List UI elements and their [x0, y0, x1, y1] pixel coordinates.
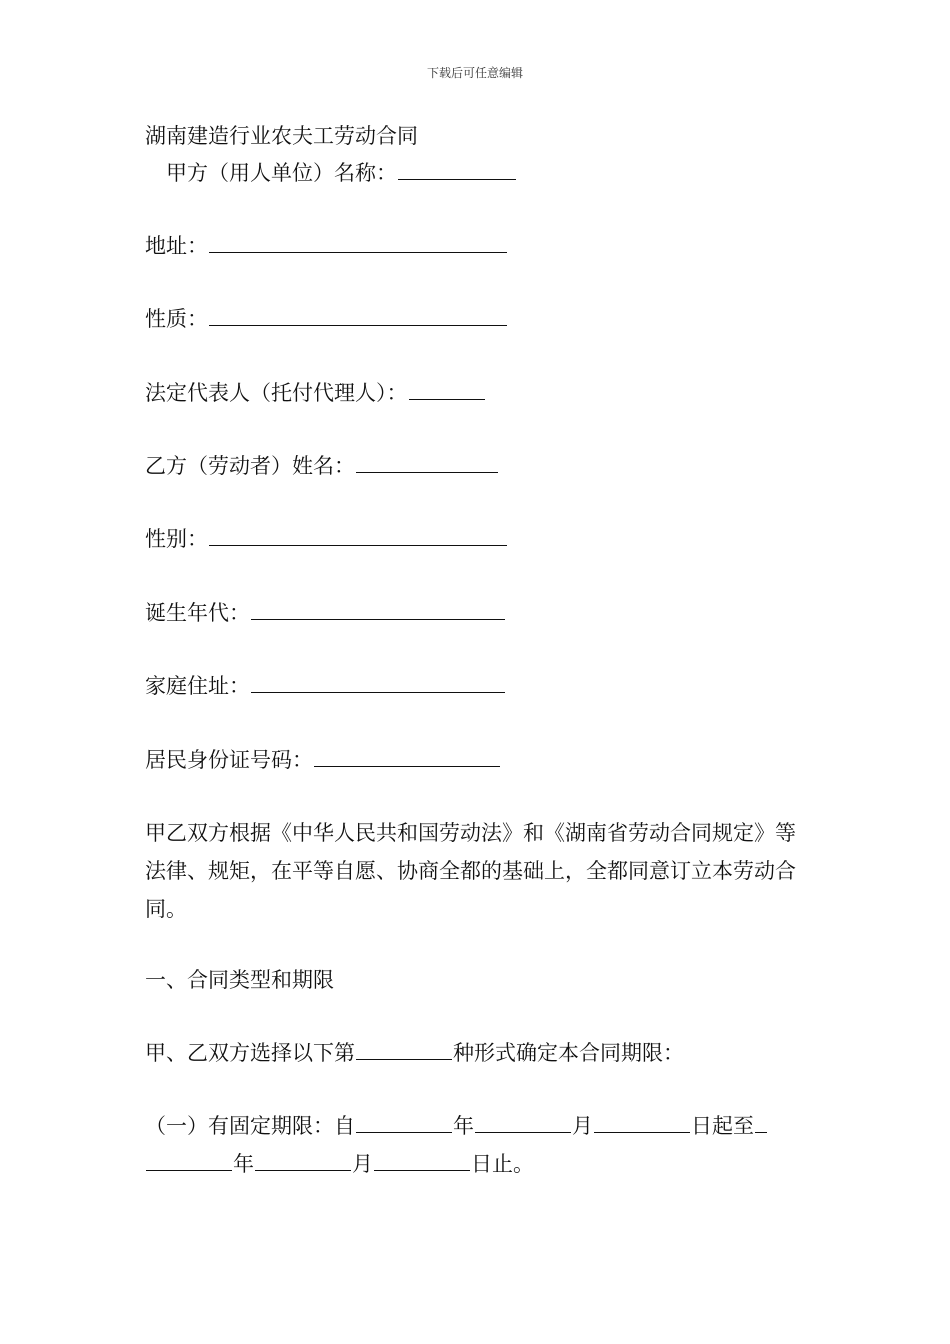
party-b-name-blank[interactable] — [356, 447, 498, 473]
end-month-label: 月 — [352, 1152, 373, 1176]
term-choice-row — [145, 1034, 815, 1071]
birth-blank[interactable] — [251, 594, 505, 620]
address-blank[interactable] — [209, 227, 507, 253]
start-year-label: 年 — [453, 1114, 474, 1138]
party-b-name-label: 乙方（劳动者）姓名： — [145, 454, 355, 478]
end-year-blank[interactable] — [146, 1145, 232, 1171]
gender-label: 性别： — [145, 527, 208, 551]
end-month-blank[interactable] — [255, 1145, 351, 1171]
party-a-name-row — [166, 154, 836, 191]
start-day-blank[interactable] — [594, 1107, 690, 1133]
choice-suffix: 种形式确定本合同期限： — [453, 1041, 684, 1065]
id-blank[interactable] — [314, 741, 500, 767]
day-from-label: 日起至 — [691, 1114, 754, 1138]
home-address-label: 家庭住址： — [145, 674, 250, 698]
gender-row — [145, 520, 815, 557]
document-title: 湖南建造行业农夫工劳动合同 — [145, 124, 418, 148]
address-label: 地址： — [145, 234, 208, 258]
choice-blank[interactable] — [356, 1034, 452, 1060]
fixed-term-row-2 — [145, 1145, 815, 1182]
legal-rep-blank[interactable] — [409, 374, 485, 400]
party-a-name-label: 甲方（用人单位）名称： — [166, 161, 397, 185]
nature-row — [145, 300, 815, 337]
birth-row — [145, 594, 815, 631]
choice-prefix: 甲、乙双方选择以下第 — [145, 1041, 355, 1065]
home-address-row — [145, 667, 815, 704]
party-a-name-blank[interactable] — [398, 154, 516, 180]
home-address-blank[interactable] — [251, 667, 505, 693]
birth-label: 诞生年代： — [145, 601, 250, 625]
start-year-blank[interactable] — [356, 1107, 452, 1133]
gender-blank[interactable] — [209, 520, 507, 546]
legal-rep-row — [145, 374, 815, 411]
end-day-blank[interactable] — [374, 1145, 470, 1171]
start-month-label: 月 — [572, 1114, 593, 1138]
legal-rep-label: 法定代表人（托付代理人）： — [145, 381, 408, 405]
start-month-blank[interactable] — [475, 1107, 571, 1133]
day-end-label: 日止。 — [471, 1152, 534, 1176]
page-header-note: 下载后可任意编辑 — [426, 66, 523, 80]
nature-label: 性质： — [145, 307, 208, 331]
party-b-name-row — [145, 447, 815, 484]
nature-blank[interactable] — [209, 300, 507, 326]
end-year-blank-start[interactable] — [755, 1107, 767, 1133]
fixed-term-row-1 — [145, 1107, 815, 1144]
address-row — [145, 227, 815, 264]
intro-paragraph: 甲乙双方根据《中华人民共和国劳动法》和《湖南省劳动合同规定》等法律、规矩，在平等自愿、协商全都的基础上，全都同意订立本劳动合同。 — [145, 821, 796, 921]
end-year-label: 年 — [233, 1152, 254, 1176]
id-label: 居民身份证号码： — [145, 748, 313, 772]
fixed-term-prefix: （一）有固定期限：自 — [145, 1114, 355, 1138]
id-row — [145, 741, 815, 778]
section1-title: 一、合同类型和期限 — [145, 968, 334, 992]
